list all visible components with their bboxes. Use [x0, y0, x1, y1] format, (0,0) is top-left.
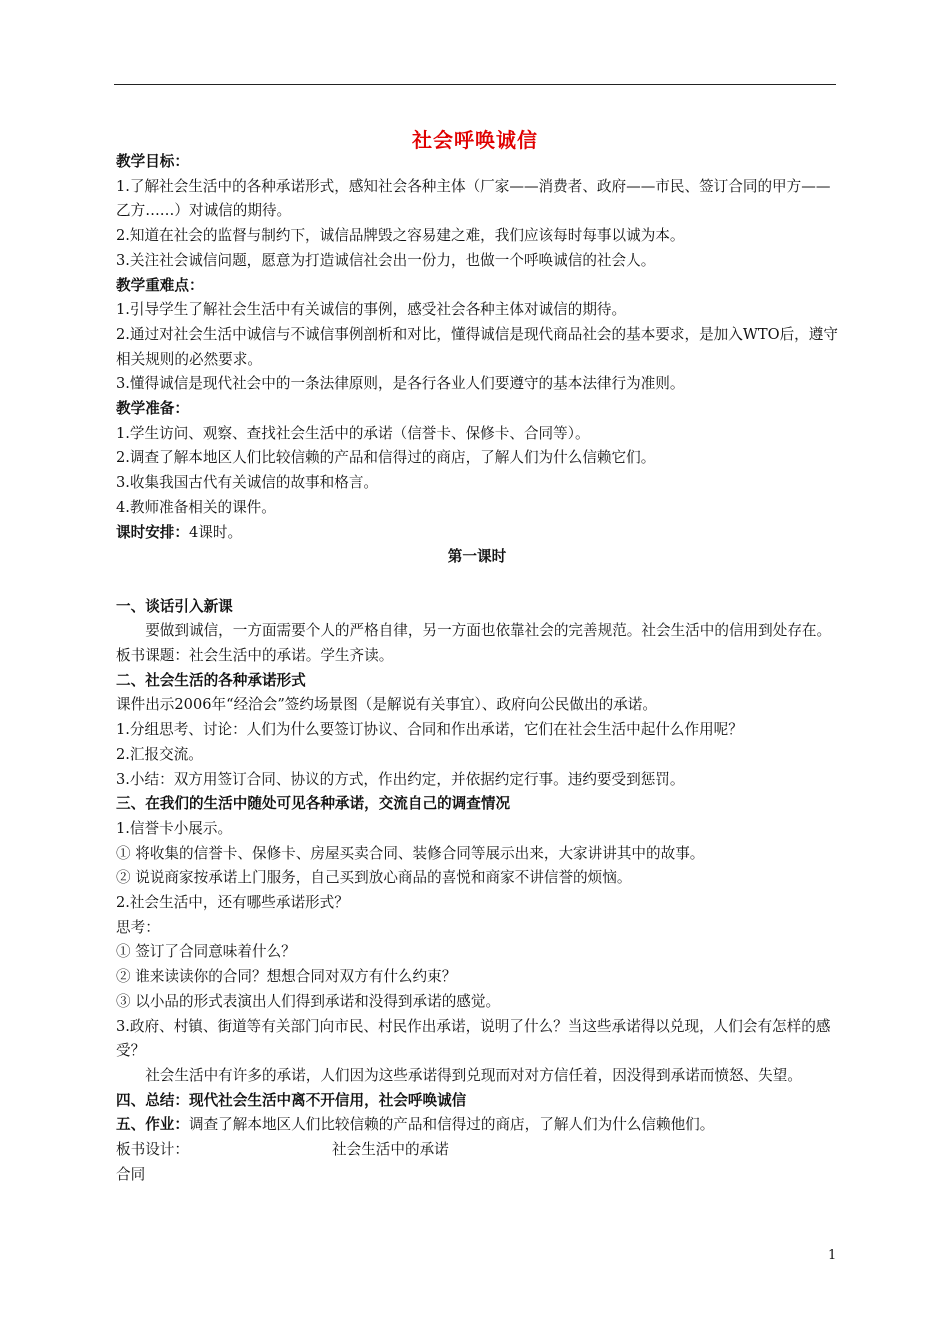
section-3-paragraph: 社会生活中有许多的承诺，人们因为这些承诺得到兑现而对对方信任着，因没得到承诺而愤怒、失望。	[145, 1067, 802, 1084]
board-title: 社会生活中的承诺	[332, 1141, 449, 1159]
key-points-heading: 教学重难点：	[116, 276, 204, 294]
section-3-line: 思考：	[116, 918, 160, 936]
board-design-line	[116, 1138, 838, 1163]
spacer	[116, 570, 838, 595]
prep-heading: 教学准备：	[116, 400, 189, 418]
section-3-line: ② 谁来读读你的合同？想想合同对双方有什么约束？	[116, 968, 457, 986]
section-4-heading: 四、总结：现代社会生活中离不开信用，社会呼唤诚信	[116, 1091, 467, 1109]
section-3-heading: 三、在我们的生活中随处可见各种承诺，交流自己的调查情况	[116, 795, 511, 813]
section-2-line: 1.分组思考、讨论：人们为什么要签订协议、合同和作出承诺，它们在社会生活中起什么作用呢？	[116, 721, 743, 739]
goals-item: 1.了解社会生活中的各种承诺形式，感知社会各种主体（厂家——消费者、政府——市民、签订合同的甲方——乙方……）对诚信的期待。	[116, 177, 831, 220]
board-item: 合同	[116, 1165, 146, 1183]
section-3-line: ③ 以小品的形式表演出人们得到承诺和没得到承诺的感觉。	[116, 992, 501, 1010]
section-3-line: 3.政府、村镇、街道等有关部门向市民、村民作出承诺，说明了什么？当这些承诺得以兑现，人们会有怎样的感受？	[116, 1017, 831, 1060]
key-points-item: 3.懂得诚信是现代社会中的一条法律原则，是各行各业人们要遵守的基本法律行为准则。	[116, 375, 685, 393]
section-5-text: 调查了解本地区人们比较信赖的产品和信得过的商店，了解人们为什么信赖他们。	[188, 1116, 715, 1134]
schedule-line	[116, 521, 838, 546]
section-3-line: 2.社会生活中，还有哪些承诺形式？	[116, 894, 349, 912]
prep-item: 4.教师准备相关的课件。	[116, 498, 276, 516]
page-number: 1	[828, 1248, 837, 1263]
goals-item: 2.知道在社会的监督与制约下，诚信品牌毁之容易建之难，我们应该每时每事以诚为本。	[116, 227, 685, 245]
section-2-line: 课件出示2006年“经洽会”签约场景图（是解说有关事宜）、政府向公民做出的承诺。	[116, 696, 657, 714]
section-2-line: 2.汇报交流。	[116, 745, 203, 763]
section-3-line: 1.信誉卡小展示。	[116, 819, 233, 837]
section-3-line: ② 说说商家按承诺上门服务，自己买到放心商品的喜悦和商家不讲信誉的烦恼。	[116, 869, 632, 887]
document-body	[116, 150, 838, 1188]
section-1-paragraph: 要做到诚信，一方面需要个人的严格自律，另一方面也依靠社会的完善规范。社会生活中的信用到处存在。板书课题：社会生活中的承诺。学生齐读。	[116, 622, 832, 665]
header-rule	[114, 84, 836, 85]
schedule-value: 4课时。	[188, 523, 243, 541]
prep-item: 3.收集我国古代有关诚信的故事和格言。	[116, 474, 379, 492]
lesson-title: 第一课时	[447, 548, 507, 566]
key-points-item: 1.引导学生了解社会生活中有关诚信的事例，感受社会各种主体对诚信的期待。	[116, 301, 627, 319]
prep-item: 2.调查了解本地区人们比较信赖的产品和信得过的商店，了解人们为什么信赖它们。	[116, 449, 656, 467]
section-3-line: ① 签订了合同意味着什么？	[116, 943, 296, 961]
section-3-line: ① 将收集的信誉卡、保修卡、房屋买卖合同、装修合同等展示出来，大家讲讲其中的故事。	[116, 844, 705, 862]
goals-item: 3.关注社会诚信问题，愿意为打造诚信社会出一份力，也做一个呼唤诚信的社会人。	[116, 251, 656, 269]
goals-heading: 教学目标：	[116, 153, 189, 170]
section-1-heading: 一、谈话引入新课	[116, 597, 233, 615]
section-5-line	[116, 1113, 838, 1138]
document-title: 社会呼唤诚信	[412, 128, 538, 152]
prep-item: 1.学生访问、观察、查找社会生活中的承诺（信誉卡、保修卡、合同等）。	[116, 424, 590, 442]
section-2-heading: 二、社会生活的各种承诺形式	[116, 671, 306, 689]
board-label: 板书设计：	[116, 1141, 189, 1159]
section-5-label: 五、作业：	[116, 1116, 189, 1134]
schedule-label: 课时安排：	[116, 523, 189, 541]
section-2-line: 3.小结：双方用签订合同、协议的方式，作出约定，并依据约定行事。违约要受到惩罚。	[116, 770, 685, 788]
key-points-item: 2.通过对社会生活中诚信与不诚信事例剖析和对比，懂得诚信是现代商品社会的基本要求，是加入WTO后，遵守相关规则的必然要求。	[116, 325, 838, 368]
